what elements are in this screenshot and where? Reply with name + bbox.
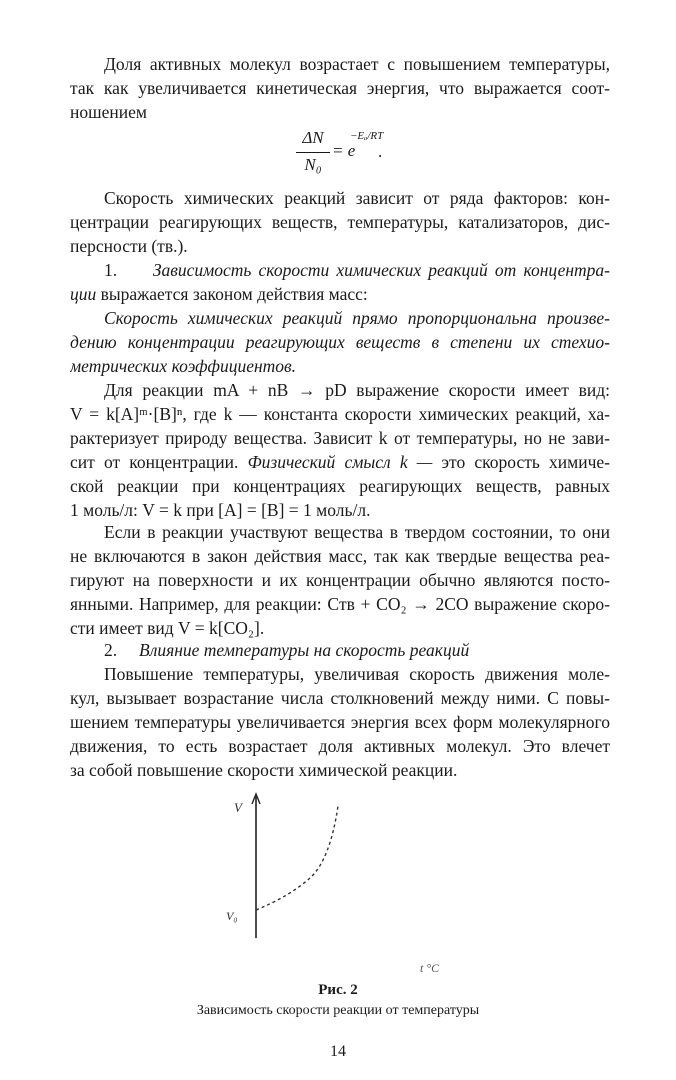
text-line: ношением [70, 102, 147, 122]
paragraph-rate-expression [70, 378, 610, 522]
arrhenius-formula [296, 128, 416, 184]
x-axis-label: t °C [420, 961, 440, 975]
text-line: Доля активных молекул возрастает с повышением температуры, [104, 54, 610, 74]
text-line: персности (тв.). [70, 236, 188, 256]
item-title: Зависимость скорости химических реакций от концентра- [152, 260, 610, 280]
text-line: кул, вызывает возрастание числа столкновений между ними. С повы- [70, 688, 610, 708]
origin-label: V₀ [226, 909, 238, 923]
paragraph-active-molecules [70, 52, 610, 124]
mass-action-law [70, 306, 610, 378]
text-line: V = k[A]ᵐ·[B]ⁿ, где k — константа скорости химических реакций, ха- [70, 404, 610, 424]
text-line: шением температуры увеличивается энергия всех форм молекулярного [70, 712, 610, 732]
text-line: Скорость химических реакций прямо пропорциональна произве- [104, 308, 610, 328]
text-line: не включаются в закон действия масс, так как твердые вещества реа- [70, 546, 610, 566]
figure-caption-title: Рис. 2 [318, 982, 358, 998]
item-rest: выражается законом действия масс: [96, 284, 368, 304]
text-line: гируют на поверхности и их концентрации обычно являются посто- [70, 570, 610, 590]
text-line: метрических коэффициентов. [70, 356, 297, 376]
text-fragment: это скорость химиче- [432, 452, 610, 472]
text-line: за собой повышение скорости химической реакции. [70, 760, 458, 780]
text-line: Для реакции mA + nB → pD выражение скорости имеет вид: [104, 380, 610, 400]
text-line [70, 282, 610, 306]
rate-curve [256, 806, 338, 910]
formula-denominator: N₀ [304, 155, 322, 174]
paragraph-factors [70, 186, 610, 258]
item-title-end: ции [70, 284, 97, 304]
formula-exponent: −Eₐ/RT [350, 130, 384, 142]
item-number: 2. [104, 640, 118, 660]
y-axis-label: V [234, 800, 242, 815]
paragraph-temperature-effect [70, 662, 610, 782]
text-line [70, 258, 610, 282]
item-1-concentration [70, 258, 610, 306]
text-line: ской реакции при концентрациях реагирующих веществ, равных [70, 476, 610, 496]
fraction-bar [296, 152, 330, 153]
text-line: центрации реагирующих веществ, температуры, катализаторов, дис- [70, 212, 610, 232]
text-line: Повышение температуры, увеличивая скорость движения моле- [104, 664, 610, 684]
formula-numerator: ΔN [302, 128, 324, 147]
text-line: янными. Например, для реакции: Cтв + CO₂ → 2CO выражение скоро- [70, 594, 610, 614]
paragraph-solid-state [70, 520, 610, 640]
text-line: движения, то есть возрастает доля активных молекул. Это влечет [70, 736, 610, 756]
text-line: Скорость химических реакций зависит от ряда факторов: кон- [104, 188, 610, 208]
text-line: 1 моль/л: V = k при [A] = [B] = 1 моль/л. [70, 500, 371, 520]
formula-dot: . [378, 142, 383, 161]
text-line: Если в реакции участвуют вещества в твердом состоянии, то они [104, 522, 610, 542]
text-line: так как увеличивается кинетическая энергия, что выражается соот- [70, 78, 610, 98]
item-number: 1. [104, 260, 118, 280]
text-line [70, 450, 610, 474]
physical-meaning-term: Физический смысл k — [247, 452, 433, 472]
text-fragment: сит от концентрации. [70, 452, 248, 472]
text-line [70, 638, 610, 662]
rate-vs-temperature-graph [220, 788, 460, 988]
item-title: Влияние температуры на скорость реакций [139, 640, 470, 660]
item-2-temperature [70, 638, 610, 662]
figure-caption-text: Зависимость скорости реакции от температуры [196, 1003, 480, 1018]
text-line: дению концентрации реагирующих веществ в степени их стехио- [70, 332, 610, 352]
text-line: рактеризует природу вещества. Зависит k от температуры, но не зави- [70, 428, 610, 448]
text-line: сти имеет вид V = k[CO₂]. [70, 618, 265, 638]
formula-equals: = e [332, 141, 356, 160]
page-number: 14 [330, 1043, 346, 1060]
